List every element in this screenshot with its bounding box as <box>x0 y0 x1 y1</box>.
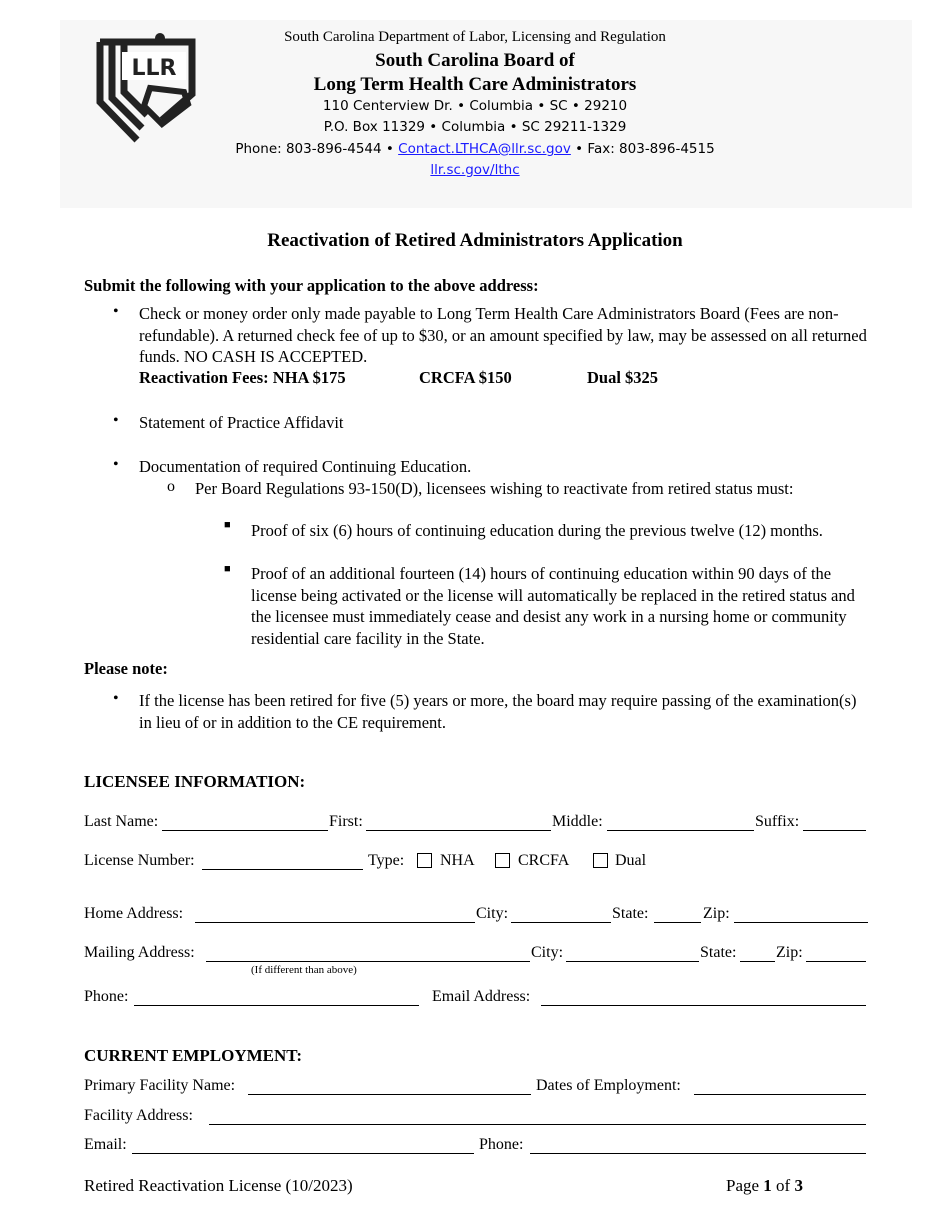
mailing-city-label: City: <box>531 944 564 961</box>
home-address-field[interactable] <box>195 922 475 923</box>
street-address: 110 Centerview Dr. • Columbia • SC • 29210 <box>322 98 628 114</box>
license-number-label: License Number: <box>84 852 195 869</box>
middle-name-label: Middle: <box>552 813 603 830</box>
home-city-field[interactable] <box>511 922 611 923</box>
home-state-field[interactable] <box>654 922 701 923</box>
last-name-field[interactable] <box>162 830 328 831</box>
home-city-label: City: <box>476 905 509 922</box>
home-state-label: State: <box>612 905 649 922</box>
department-name: South Carolina Department of Labor, Licensing and Regulation <box>284 29 666 45</box>
type-dual-checkbox[interactable] <box>593 853 608 868</box>
mailing-zip-field[interactable] <box>806 961 866 962</box>
ce-documentation-item: Documentation of required Continuing Education. <box>139 457 472 476</box>
suffix-label: Suffix: <box>755 813 800 830</box>
svg-text:LLR: LLR <box>131 56 177 81</box>
fee-crcfa: CRCFA $150 <box>419 368 512 387</box>
mailing-state-field[interactable] <box>740 961 775 962</box>
home-zip-field[interactable] <box>734 922 868 923</box>
square-bullet-icon: ■ <box>224 563 231 575</box>
email-address-field[interactable] <box>541 1005 866 1006</box>
note-text: If the license has been retired for five (5) years or more, the board may require passing of the examination(s) in lieu of or in addition to the CE requirement. <box>139 691 857 732</box>
dates-of-employment-field[interactable] <box>694 1094 866 1095</box>
employment-phone-label: Phone: <box>479 1136 524 1153</box>
employment-heading: CURRENT EMPLOYMENT: <box>84 1046 303 1065</box>
mailing-state-label: State: <box>700 944 737 961</box>
first-name-label: First: <box>329 813 363 830</box>
payment-instructions: Check or money order only made payable to Long Term Health Care Administrators Board (Fees are non-refundable). A returned check fee of up to $30, or an amount specified by law, may be assessed on all returned funds. NO CASH IS ACCEPTED. <box>139 304 867 366</box>
bullet-icon: • <box>113 690 119 707</box>
phone-number: Phone: 803-896-4544 • <box>235 141 399 157</box>
contact-email-link[interactable]: Contact.LTHCA@llr.sc.gov <box>398 141 571 157</box>
type-label: Type: <box>368 852 405 869</box>
phone-field[interactable] <box>134 1005 419 1006</box>
form-name: Retired Reactivation License (10/2023) <box>84 1176 353 1195</box>
page-of: of <box>771 1176 795 1195</box>
bullet-icon: • <box>113 412 119 429</box>
home-address-label: Home Address: <box>84 905 184 922</box>
facility-address-field[interactable] <box>209 1124 866 1125</box>
llr-logo <box>92 30 202 150</box>
dates-of-employment-label: Dates of Employment: <box>536 1077 681 1094</box>
mailing-city-field[interactable] <box>566 961 699 962</box>
fax-number: • Fax: 803-896-4515 <box>570 141 715 157</box>
type-nha-checkbox[interactable] <box>417 853 432 868</box>
regulation-text: Per Board Regulations 93-150(D), licensees wishing to reactivate from retired status must: <box>195 479 794 498</box>
page-title: Reactivation of Retired Administrators Application <box>267 230 683 251</box>
mailing-zip-label: Zip: <box>776 944 803 961</box>
bullet-icon: • <box>113 303 119 320</box>
fee-nha: Reactivation Fees: NHA $175 <box>139 368 346 387</box>
facility-name-label: Primary Facility Name: <box>84 1077 236 1094</box>
facility-name-field[interactable] <box>248 1094 531 1095</box>
bullet-icon: • <box>113 456 119 473</box>
fee-dual: Dual $325 <box>587 368 659 387</box>
middle-name-field[interactable] <box>607 830 754 831</box>
board-name-line1: South Carolina Board of <box>375 50 575 71</box>
page-current: 1 <box>763 1176 772 1195</box>
page-prefix: Page <box>726 1176 764 1195</box>
requirement-2: Proof of an additional fourteen (14) hours of continuing education within 90 days of the license being activated or the license will automatically be replaced in the retired status and the licensee must immediately cease and desist any work in a nursing home or community residential care facility in the State. <box>251 564 855 648</box>
employment-email-label: Email: <box>84 1136 127 1153</box>
board-name-line2: Long Term Health Care Administrators <box>313 74 637 95</box>
email-address-label: Email Address: <box>432 988 531 1005</box>
po-box-address: P.O. Box 11329 • Columbia • SC 29211-1329 <box>323 119 627 135</box>
last-name-label: Last Name: <box>84 813 159 830</box>
licensee-heading: LICENSEE INFORMATION: <box>84 772 306 791</box>
submit-heading: Submit the following with your application to the above address: <box>84 276 539 295</box>
mailing-address-field[interactable] <box>206 961 530 962</box>
first-name-field[interactable] <box>366 830 551 831</box>
phone-label: Phone: <box>84 988 129 1005</box>
home-zip-label: Zip: <box>703 905 730 922</box>
requirement-1: Proof of six (6) hours of continuing education during the previous twelve (12) months. <box>251 521 823 540</box>
note-heading: Please note: <box>84 659 168 678</box>
square-bullet-icon: ■ <box>224 519 231 531</box>
website-line <box>200 162 750 178</box>
employment-phone-field[interactable] <box>530 1153 866 1154</box>
affidavit-item: Statement of Practice Affidavit <box>139 413 344 432</box>
type-dual-label: Dual <box>615 852 647 869</box>
contact-line <box>200 141 750 157</box>
mailing-address-label: Mailing Address: <box>84 944 195 961</box>
employment-email-field[interactable] <box>132 1153 474 1154</box>
mailing-address-note: (If different than above) <box>251 964 357 976</box>
type-crcfa-label: CRCFA <box>518 852 570 869</box>
website-link[interactable]: llr.sc.gov/lthc <box>430 162 520 178</box>
type-crcfa-checkbox[interactable] <box>495 853 510 868</box>
page-number <box>726 1176 803 1196</box>
type-nha-label: NHA <box>440 852 475 869</box>
license-number-field[interactable] <box>202 869 363 870</box>
page-total: 3 <box>794 1176 803 1195</box>
facility-address-label: Facility Address: <box>84 1107 193 1124</box>
circle-bullet-icon: o <box>167 478 175 495</box>
suffix-field[interactable] <box>803 830 866 831</box>
